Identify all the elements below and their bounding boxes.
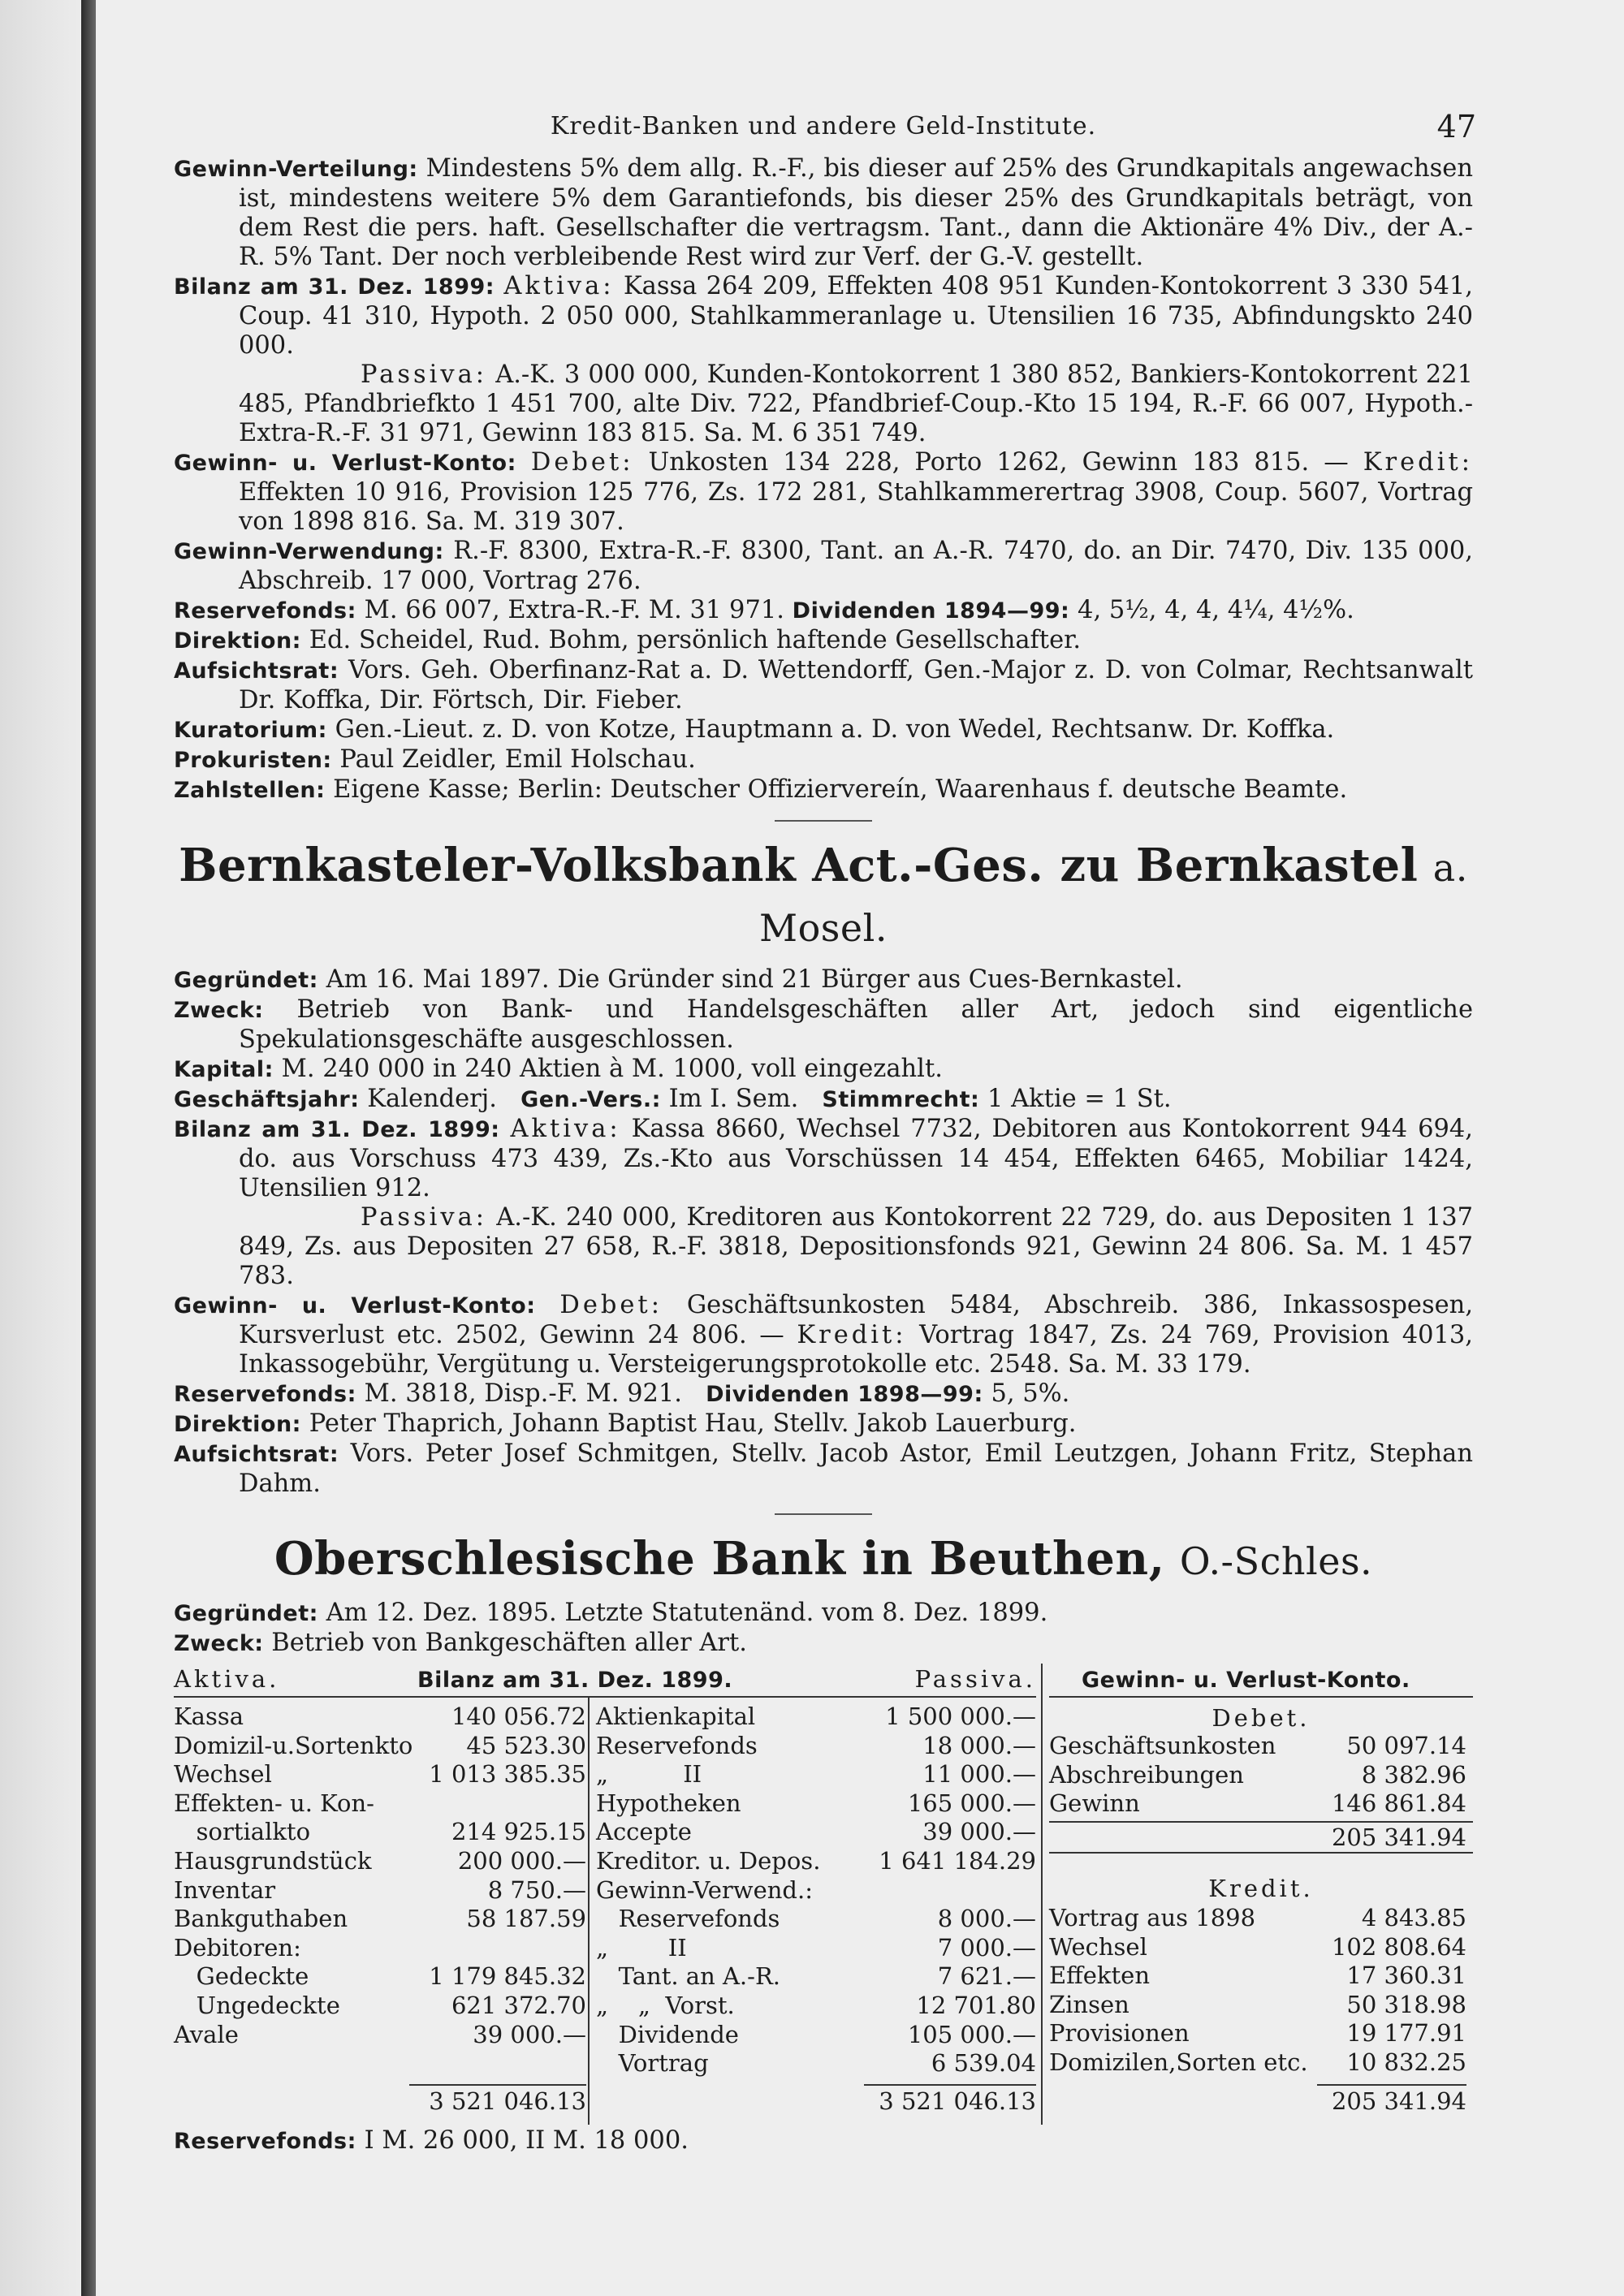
debet-sum: 205 341.94 xyxy=(1331,1823,1466,1851)
table-cell: 7 621.— xyxy=(937,1962,1036,1991)
book-spine-shadow xyxy=(81,0,96,2296)
bilanz-heading: Bilanz am 31. Dez. 1899. xyxy=(417,1668,733,1693)
bilanz-aktiva: Bilanz am 31. Dez. 1899: Aktiva: Kassa 264 209, Effekten 408 951 Kunden-Kontokorrent 3 330 541, Coup. 41 310, Hypoth. 2 050 000, Stahlkammeranlage u. Utensilien 16 735, Abfindungskto 240 000. xyxy=(174,272,1473,360)
geschaeftsjahr: Geschäftsjahr: Kalenderj. Gen.-Vers.: Im I. Sem. Stimmrecht: 1 Aktie = 1 St. xyxy=(174,1085,1172,1113)
table-cell: 1 179 845.32 xyxy=(429,1962,586,1991)
company-title: Oberschlesische Bank in Beuthen, O.-Schles. xyxy=(274,1532,1373,1586)
passiva-values xyxy=(864,1703,1036,2078)
table-cell xyxy=(864,1876,1036,1905)
gewinn-verteilung: Gewinn-Verteilung: Mindestens 5% dem allg. R.-F., bis dieser auf 25% des Grundkapitals angewachsen ist, mindestens weitere 5% dem Garantiefonds, bis dieser 25% des Grundkapitals beträgt, von dem Rest die pers. haft. Gesellschafter die vertragsm. Tant., dann die Aktionäre 4% Div., der A.-R. 5% Tant. Der noch verbleibende Rest wird zur Verf. der G.-V. gestellt. xyxy=(174,154,1473,271)
reservefonds: Reservefonds: M. 66 007, Extra-R.-F. M. 31 971. Dividenden 1894—99: 4, 5½, 4, 4, 4¼, 4½%. xyxy=(174,596,1354,624)
page-number: 47 xyxy=(1436,109,1476,145)
table-cell: 39 000.— xyxy=(473,2020,586,2048)
section-divider xyxy=(775,1513,872,1515)
debet-heading: Debet. xyxy=(1212,1704,1311,1732)
prokuristen: Prokuristen: Paul Zeidler, Emil Holschau. xyxy=(174,745,696,774)
table-cell: Provisionen xyxy=(1049,2019,1190,2048)
table-cell: Aktienkapital xyxy=(596,1703,756,1730)
debet-labels xyxy=(1049,1732,1317,1819)
table-cell: 8 750.— xyxy=(487,1875,586,1904)
table-cell: 58 187.59 xyxy=(466,1905,586,1933)
bilanz-passiva: Passiva: A.-K. 240 000, Kreditoren aus Kontokorrent 22 729, do. aus Depositen 1 137 849, Zs. aus Depositen 27 658, R.-F. 3818, Depositionsfonds 921, Gewinn 24 806. Sa. M. 1 457 783. xyxy=(239,1203,1474,1290)
aktiva-values xyxy=(409,1703,586,2049)
table-cell: „ „ Vorst. xyxy=(596,1991,735,2019)
financial-tables xyxy=(174,1664,1473,2118)
aufsichtsrat: Aufsichtsrat: Vors. Geh. Oberfinanz-Rat a. D. Wettendorff, Gen.-Major z. D. von Colmar, Rechtsanwalt Dr. Koffka, Dir. Förtsch, Dir. Fieber. xyxy=(174,656,1473,714)
table-cell: 18 000.— xyxy=(922,1731,1036,1759)
kredit-labels xyxy=(1049,1904,1317,2078)
kredit-heading: Kredit. xyxy=(1208,1875,1314,1902)
reservefonds: Reservefonds: M. 3818, Disp.-F. M. 921. Dividenden 1898—99: 5, 5%. xyxy=(174,1379,1070,1408)
company-title: Bernkasteler-Volksbank Act.-Ges. zu Bernkastel a. Mosel. xyxy=(179,839,1468,950)
table-cell xyxy=(409,1789,586,1819)
table-cell: 17 360.31 xyxy=(1346,1962,1466,1990)
gegruendet: Gegründet: Am 12. Dez. 1895. Letzte Statutenänd. vom 8. Dez. 1899. xyxy=(174,1599,1048,1627)
table-cell: 1 013 385.35 xyxy=(429,1760,586,1789)
table-cell: 10 832.25 xyxy=(1346,2048,1466,2076)
kapital: Kapital: M. 240 000 in 240 Aktien à M. 1000, voll eingezahlt. xyxy=(174,1055,943,1083)
table-cell: 50 097.14 xyxy=(1346,1732,1466,1759)
table-cell: Abschreibungen xyxy=(1049,1760,1244,1789)
passiva-heading: Passiva. xyxy=(914,1665,1036,1693)
table-cell: 4 843.85 xyxy=(1361,1904,1466,1931)
table-cell: Kreditor. u. Depos. xyxy=(596,1846,821,1875)
passiva-sum: 3 521 046.13 xyxy=(864,2084,1036,2117)
gewinn-verlust-konto: Gewinn- u. Verlust-Konto: Debet: Geschäftsunkosten 5484, Abschreib. 386, Inkassospesen, Kursverlust etc. 2502, Gewinn 24 806. — Kredit: Vortrag 1847, Zs. 24 769, Provision 4013, Inkassogebühr, Vergütung u. Versteigerungsprotokolle etc. 2548. Sa. M. 33 179. xyxy=(174,1291,1474,1379)
table-cell: Dividende xyxy=(596,2020,739,2048)
table-cell: 200 000.— xyxy=(457,1846,586,1875)
kredit-values xyxy=(1317,1904,1466,2078)
table-cell: „ II xyxy=(596,1933,687,1962)
bilanz-column-divider xyxy=(588,1696,590,2125)
aktiva-sum: 3 521 046.13 xyxy=(409,2084,586,2117)
passiva-labels xyxy=(596,1703,864,2078)
table-cell: 214 925.15 xyxy=(451,1818,586,1846)
kredit-sum: 205 341.94 xyxy=(1317,2084,1466,2117)
table-cell: 146 861.84 xyxy=(1331,1789,1466,1818)
previous-entry xyxy=(174,154,1473,805)
table-cell: Reservefonds xyxy=(596,1905,780,1933)
table-cell: Wechsel xyxy=(174,1760,272,1789)
kuratorium: Kuratorium: Gen.-Lieut. z. D. von Kotze, Hauptmann a. D. von Wedel, Rechtsanw. Dr. Koffka. xyxy=(174,715,1335,744)
table-cell: 1 641 184.29 xyxy=(879,1846,1036,1875)
table-cell: Gewinn xyxy=(1049,1789,1140,1818)
table-cell: Vortrag xyxy=(596,2049,709,2078)
table-cell: Hausgrundstück xyxy=(174,1846,372,1875)
table-cell: 165 000.— xyxy=(907,1789,1036,1817)
reservefonds: Reservefonds: I M. 26 000, II M. 18 000. xyxy=(174,2126,689,2155)
table-cell: 8 000.— xyxy=(937,1905,1036,1933)
table-cell: 1 500 000.— xyxy=(885,1703,1036,1730)
table-cell: sortialkto xyxy=(174,1818,311,1846)
zahlstellen: Zahlstellen: Eigene Kasse; Berlin: Deutscher Offiziervereín, Waarenhaus f. deutsche Beamte. xyxy=(174,775,1348,804)
table-cell: 12 701.80 xyxy=(916,1991,1036,2019)
table-cell: Gedeckte xyxy=(174,1962,309,1991)
guv-heading: Gewinn- u. Verlust-Konto. xyxy=(1082,1668,1410,1693)
table-cell: Tant. an A.-R. xyxy=(596,1962,781,1991)
debet-sum-rule xyxy=(1049,1852,1473,1854)
table-cell: Avale xyxy=(174,2020,239,2048)
table-cell: Hypotheken xyxy=(596,1789,741,1817)
table-cell: 19 177.91 xyxy=(1346,2019,1466,2048)
table-cell: 6 539.04 xyxy=(931,2049,1036,2078)
table-cell: Geschäftsunkosten xyxy=(1049,1732,1276,1759)
gegruendet: Gegründet: Am 16. Mai 1897. Die Gründer sind 21 Bürger aus Cues-Bernkastel. xyxy=(174,965,1183,994)
beuthen-entry xyxy=(174,1530,1473,2156)
table-cell: 621 372.70 xyxy=(451,1991,586,2019)
gewinn-verlust-konto: Gewinn- u. Verlust-Konto: Debet: Unkosten 134 228, Porto 1262, Gewinn 183 815. — Kredit: Effekten 10 916, Provision 125 776, Zs. 172 281, Stahlkammerertrag 3908, Coup. 5607, Vortrag von 1898 816. Sa. M. 319 307. xyxy=(174,448,1473,536)
aktiva-heading: Aktiva. xyxy=(174,1665,280,1693)
table-cell: 102 808.64 xyxy=(1331,1932,1466,1961)
table-cell: 11 000.— xyxy=(922,1760,1036,1789)
gewinn-verwendung: Gewinn-Verwendung: R.-F. 8300, Extra-R.-F. 8300, Tant. an A.-R. 7470, do. an Dir. 7470, Div. 135 000, Abschreib. 17 000, Vortrag 276. xyxy=(174,537,1474,595)
table-cell: 8 382.96 xyxy=(1361,1760,1466,1789)
running-header xyxy=(174,106,1476,154)
table-cell: Effekten- u. Kon- xyxy=(174,1789,374,1817)
table-cell: Effekten xyxy=(1049,1962,1151,1990)
table-cell: 50 318.98 xyxy=(1346,1990,1466,2018)
bernkastel-entry xyxy=(174,836,1473,1499)
table-cell: „ II xyxy=(596,1760,702,1789)
header-title: Kredit-Banken und andere Geld-Institute. xyxy=(550,112,1097,140)
table-cell: Zinsen xyxy=(1049,1990,1129,2018)
table-cell: 140 056.72 xyxy=(451,1703,586,1730)
table-cell: Inventar xyxy=(174,1875,276,1904)
direktion: Direktion: Ed. Scheidel, Rud. Bohm, persönlich haftende Gesellschafter. xyxy=(174,626,1082,654)
debet-values xyxy=(1317,1732,1466,1819)
table-cell: Domizilen,Sorten etc. xyxy=(1049,2048,1308,2076)
table-cell: Debitoren: xyxy=(174,1933,301,1962)
table-cell: Accepte xyxy=(596,1818,692,1846)
bilanz-aktiva: Bilanz am 31. Dez. 1899: Aktiva: Kassa 8660, Wechsel 7732, Debitoren aus Kontokorrent 944 694, do. aus Vorschuss 473 439, Zs.-Kto aus Vorschüssen 14 454, Effekten 6465, Mobiliar 1424, Utensilien 912. xyxy=(174,1115,1473,1202)
table-cell: Bankguthaben xyxy=(174,1905,348,1933)
table-cell: 105 000.— xyxy=(907,2020,1036,2048)
table-separator xyxy=(1041,1664,1043,2125)
aktiva-labels xyxy=(174,1703,413,2049)
table-cell: Wechsel xyxy=(1049,1932,1147,1961)
table-cell: Kassa xyxy=(174,1703,244,1730)
bilanz-table-header xyxy=(174,1664,1036,1698)
table-cell: 7 000.— xyxy=(937,1933,1036,1962)
bilanz-table xyxy=(174,1664,1036,2115)
guv-table xyxy=(1049,1664,1473,2115)
table-cell: 39 000.— xyxy=(922,1818,1036,1846)
section-divider xyxy=(775,820,872,822)
table-cell: 45 523.30 xyxy=(466,1731,586,1759)
document-page xyxy=(174,106,1476,2156)
table-cell: Gewinn-Verwend.: xyxy=(596,1875,813,1904)
aufsichtsrat: Aufsichtsrat: Vors. Peter Josef Schmitgen, Stellv. Jacob Astor, Emil Leutzgen, Johann Fritz, Stephan Dahm. xyxy=(174,1439,1473,1498)
zweck: Zweck: Betrieb von Bank- und Handelsgeschäften aller Art, jedoch sind eigentliche Spekulationsgeschäfte ausgeschlossen. xyxy=(174,995,1473,1054)
zweck: Zweck: Betrieb von Bankgeschäften aller Art. xyxy=(174,1629,747,1657)
table-cell: Ungedeckte xyxy=(174,1991,340,2019)
table-cell: Domizil-u.Sortenkto xyxy=(174,1731,413,1759)
bilanz-passiva: Passiva: A.-K. 3 000 000, Kunden-Kontokorrent 1 380 852, Bankiers-Kontokorrent 221 485, Pfandbriefkto 1 451 700, alte Div. 722, Pfandbrief-Coup.-Kto 15 194, R.-F. 66 007, Hypoth.-Extra-R.-F. 31 971, Gewinn 183 815. Sa. M. 6 351 749. xyxy=(239,360,1473,447)
table-cell: Reservefonds xyxy=(596,1731,758,1759)
table-cell: Vortrag aus 1898 xyxy=(1049,1904,1256,1931)
table-cell xyxy=(409,1934,586,1963)
direktion: Direktion: Peter Thaprich, Johann Baptist Hau, Stellv. Jakob Lauerburg. xyxy=(174,1409,1077,1438)
guv-table-header xyxy=(1049,1664,1473,1698)
